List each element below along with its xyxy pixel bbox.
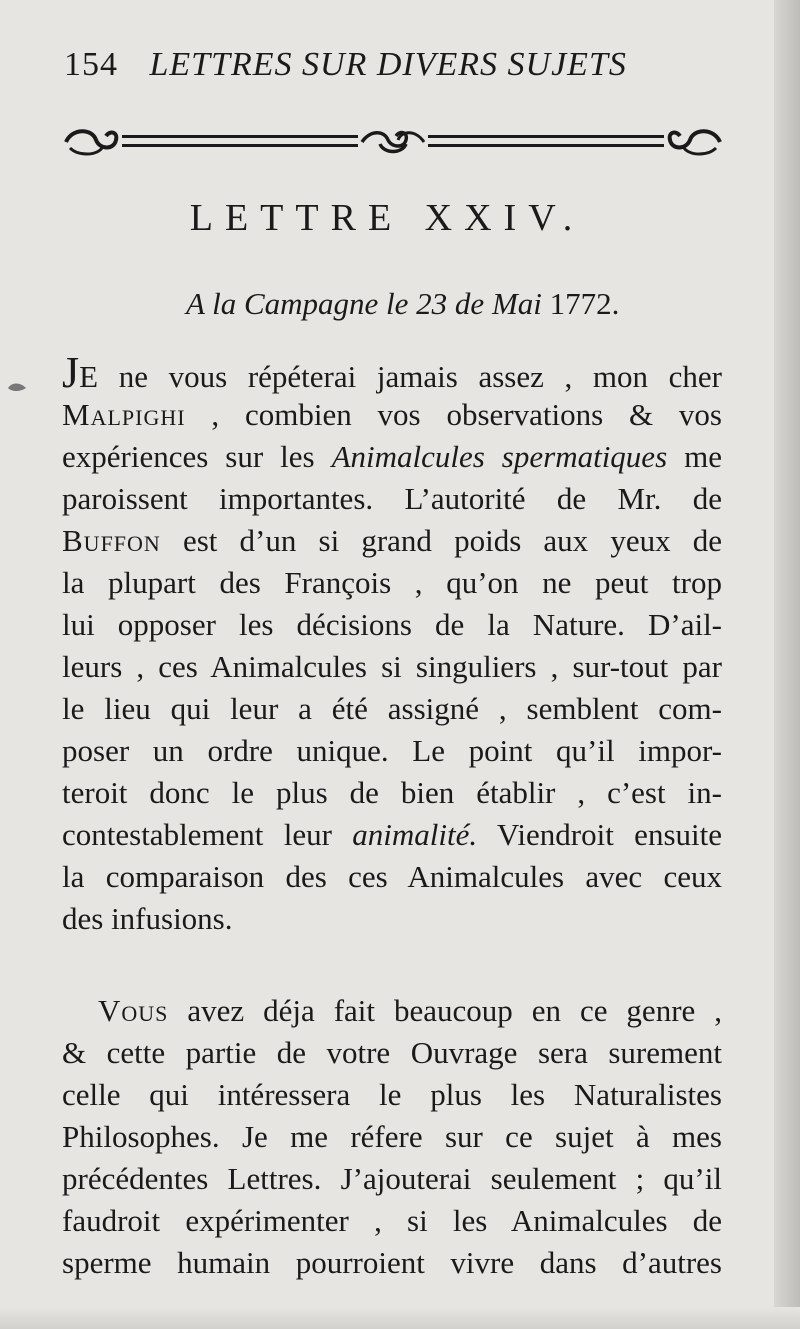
line-text: est d’un si grand poids aux yeux de <box>160 523 722 558</box>
text-line: la plupart des François , qu’on ne peut trop <box>62 565 722 600</box>
line-text: Viendroit ensuite <box>477 817 722 852</box>
italic-term: Animalcules spermatiques <box>331 439 668 474</box>
text-line: précédentes Lettres. J’ajouterai seulement ; qu’il <box>62 1161 722 1196</box>
text-line: leurs , ces Animalcules si singuliers , sur-tout par <box>62 649 722 684</box>
italic-term: animalité. <box>352 817 478 852</box>
text-line: la comparaison des ces Animalcules avec ceux <box>62 859 722 894</box>
running-head <box>64 46 627 84</box>
text-line <box>62 814 722 856</box>
dateline-year: 1772. <box>549 286 620 321</box>
opening-word: Vous <box>98 993 169 1028</box>
paragraph-1 <box>62 348 722 940</box>
text-line <box>62 520 722 562</box>
page-number: 154 <box>64 46 118 83</box>
text-line: celle qui intéressera le plus les Naturalistes <box>62 1077 722 1112</box>
line-text: , combien vos observations & vos <box>185 397 722 432</box>
text-line <box>62 348 722 397</box>
running-title: LETTRES SUR DIVERS SUJETS <box>149 46 627 83</box>
text-line: & cette partie de votre Ouvrage sera surement <box>62 1035 722 1070</box>
line-text: E ne vous répéterai jamais assez , mon cher <box>79 359 722 394</box>
text-line: poser un ordre unique. Le point qu’il impor- <box>62 733 722 768</box>
line-text: contestablement leur <box>62 817 353 852</box>
text-line: faudroit expérimenter , si les Animalcules de <box>62 1203 722 1238</box>
page-gutter-shadow <box>774 0 800 1329</box>
letter-title: LETTRE XXIV. <box>189 197 585 239</box>
decorative-rule-icon <box>62 122 724 162</box>
text-line: teroit donc le plus de bien établir , c’est in- <box>62 775 722 810</box>
proper-name: Buffon <box>62 523 161 558</box>
text-line: le lieu qui leur a été assigné , semblent com- <box>62 691 722 726</box>
text-line <box>62 394 722 436</box>
ink-blot-icon <box>6 380 28 394</box>
text-line: des infusions. <box>62 901 233 936</box>
drop-cap: J <box>62 348 80 397</box>
proper-name: Malpighi <box>62 397 186 432</box>
text-line: lui opposer les décisions de la Nature. D’ail- <box>62 607 722 642</box>
text-line <box>62 990 722 1032</box>
text-line: sperme humain pourroient vivre dans d’autres <box>62 1245 722 1280</box>
text-line: paroissent importantes. L’autorité de Mr. de <box>62 481 722 516</box>
line-text: expériences sur les <box>62 439 332 474</box>
page-bottom-shadow <box>0 1307 800 1329</box>
dateline <box>186 286 619 322</box>
line-text: me <box>667 439 722 474</box>
text-line <box>62 436 722 478</box>
dateline-text: A la Campagne le 23 de Mai <box>186 286 550 321</box>
line-text: avez déja fait beaucoup en ce genre , <box>168 993 722 1028</box>
paragraph-2 <box>62 990 722 1284</box>
text-line: Philosophes. Je me réfere sur ce sujet à mes <box>62 1119 722 1154</box>
